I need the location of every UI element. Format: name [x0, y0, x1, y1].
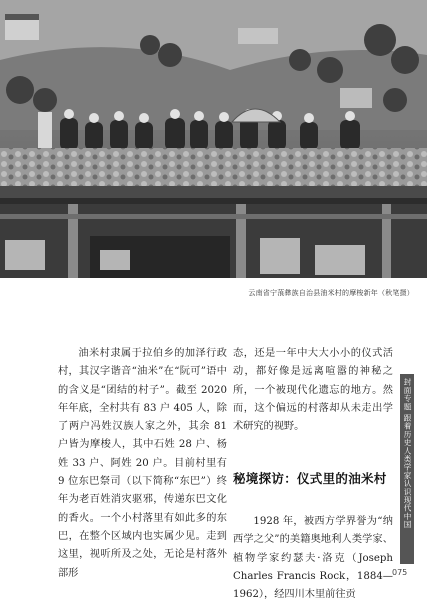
paragraph-continued: 态，还是一年中大大小小的仪式活动，都好像是远离喧嚣的神秘之所，一个被现代化遗忘的地方。然而，这个偏远的村落却从未走出学术研究的视野。 [233, 348, 393, 433]
side-tab-label: 封面专题 跟着历史人类学家认识现代中国 [403, 378, 412, 529]
right-column-top [233, 345, 393, 436]
section-heading: 秘境探访：仪式里的油米村 [233, 471, 387, 486]
paragraph: 油米村隶属于拉伯乡的加泽行政村，其汉字谐音“油米”在“阮可”语中的含义是“团结的村子”。截至 2020 年年底，全村共有 83 户 405 人，除了两户冯姓汉族人家之外，其余 81 户皆为摩梭人，其中石姓 28 户、杨姓 33 户、阿姓 20 户。目前村里有 9 位东巴祭司（以下简称“东巴”）终年为老百姓消灾驱邪，传递东巴文化的香火。一个小村落里有如此多的东巴，在整个区域内也实属少见。走到这里，视听所及之处，无论是村落外部形 [58, 348, 227, 579]
photo-caption: 云南省宁蒗彝族自治县油米村的摩梭新年（秋笔摄） [248, 289, 414, 297]
paragraph: 1928 年，被西方学界誉为“纳西学之父”的美籍奥地利人类学家、植物学家约瑟夫·洛克（Joseph Charles Francis Rock，1884—1962），经四川木里前往贡 [233, 516, 393, 601]
left-column [58, 345, 227, 583]
village-photo [0, 0, 427, 278]
page-number: 075 [392, 568, 408, 577]
cover-photo [0, 0, 427, 278]
right-column-bottom [233, 513, 393, 604]
